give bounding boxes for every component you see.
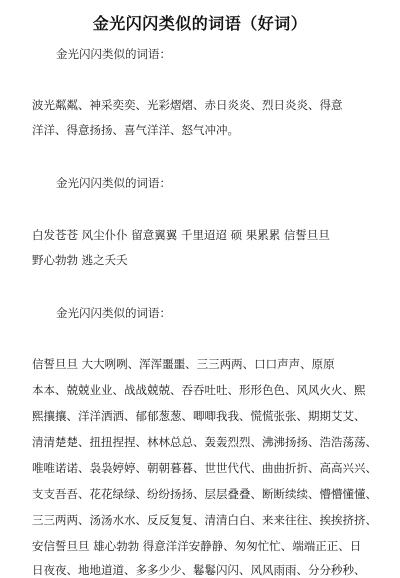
section-3-line-4: 清清楚楚、扭扭捏捏、林林总总、轰轰烈烈、沸沸扬扬、浩浩荡荡、: [32, 435, 377, 449]
section-3-line-1: 信誓旦旦 大大咧咧、浑浑噩噩、三三两两、口口声声、原原: [32, 357, 335, 371]
section-3-line-5: 唯唯诺诺、袅袅婷婷、朝朝暮暮、世世代代、曲曲折折、高高兴兴、: [32, 461, 377, 475]
section-3-line-6: 支支吾吾、花花绿绿、纷纷扬扬、层层叠叠、断断续续、懵懵懂懂、: [32, 487, 377, 501]
section-heading-1: 金光闪闪类似的词语：: [56, 47, 171, 61]
section-2-line-2: 野心勃勃 逃之夭夭: [32, 253, 128, 267]
section-3-line-7: 三三两两、汤汤水水、反反复复、清清白白、来来往往、挨挨挤挤、: [32, 513, 377, 527]
document-title: 金光闪闪类似的词语（好词）: [92, 14, 308, 33]
section-3-line-2: 本本、兢兢业业、战战兢兢、吞吞吐吐、形形色色、风风火火、熙: [32, 383, 366, 397]
section-3-line-8: 安信誓旦旦 雄心勃勃 得意洋洋安静静、匆匆忙忙、端端正正、日: [32, 539, 362, 553]
section-3-line-9: 日夜夜、地地道道、多多少少、鬈鬈闪闪、风风雨雨、分分秒秒、: [32, 563, 366, 577]
section-3-line-3: 熙攘攘、洋洋洒洒、郁郁葱葱、唧唧我我、慌慌张张、期期艾艾、: [32, 409, 366, 423]
section-2-line-1: 白发苍苍 风尘仆仆 留意翼翼 千里迢迢 硕 果累累 信誓旦旦: [32, 228, 330, 242]
section-heading-2: 金光闪闪类似的词语：: [56, 176, 171, 190]
section-1-line-1: 波光粼粼、神采奕奕、光彩熠熠、赤日炎炎、烈日炎炎、得意: [32, 98, 343, 112]
section-heading-3: 金光闪闪类似的词语：: [56, 306, 171, 320]
section-1-line-2: 洋洋、得意扬扬、喜气洋洋、怒气冲冲。: [32, 123, 239, 137]
